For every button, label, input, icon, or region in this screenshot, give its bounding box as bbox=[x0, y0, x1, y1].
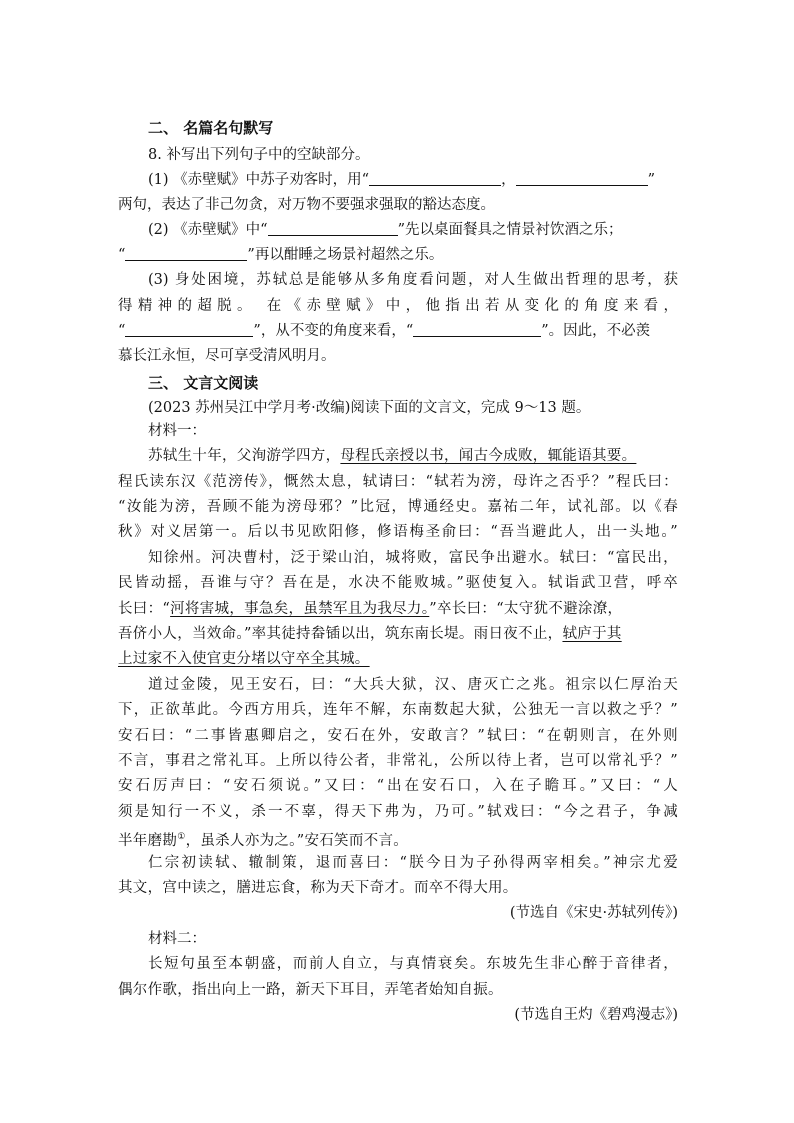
answer-blank-6[interactable] bbox=[413, 322, 541, 337]
m1-line-10: 道过金陵，见王安石，曰：“大兵大狱，汉、唐灭亡之兆。祖宗以仁厚治天 bbox=[148, 677, 678, 693]
m1-line-2: 程氏读东汉《范滂传》，慨然太息，轼请曰：“轼若为滂，母许之否乎？”程氏曰： bbox=[118, 474, 678, 490]
m1-line-6: 民皆动摇，吾谁与守？吾在是，水决不能败城。”驱使复入。轼诣武卫营，呼卒 bbox=[118, 575, 678, 591]
m1-line-15: 须是知行一不义，杀一不辜，得天下弗为，乃可。”轼戏曰：“今之君子，争减 bbox=[118, 804, 678, 820]
q8-item3-line1: (3) 身处困境，苏轼总是能够从多角度看问题，对人生做出哲理的思考，获 bbox=[148, 272, 678, 288]
m1-line-4: 秋》对义居第一。后以书见欧阳修，修语梅圣俞曰：“吾当避此人，出一头地。” bbox=[118, 524, 678, 540]
m1-line-18: 其文，宫中读之，膳进忘食，称为天下奇才。而卒不得大用。 bbox=[118, 880, 518, 896]
m1-line-17: 仁宗初读轼、辙制策，退而喜曰：“朕今日为子孙得两宰相矣。”神宗尤爱 bbox=[148, 855, 678, 871]
answer-blank-3[interactable] bbox=[268, 221, 398, 236]
q8-item3-line4: 慕长江永恒，尽可享受清风明月。 bbox=[118, 348, 336, 364]
material-2-label: 材料二： bbox=[148, 931, 206, 947]
section-3-title: 三、 文言文阅读 bbox=[148, 374, 259, 392]
m1-line-1: 苏轼生十年，父洵游学四方，母程氏亲授以书，闻古今成败，辄能语其要。 bbox=[148, 448, 637, 464]
q8-item1-line2: 两句，表达了非己勿贪，对万物不要强求强取的豁达态度。 bbox=[118, 197, 495, 213]
q8-item1-line1: (1) 《赤壁赋》中苏子劝客时，用“ ， ” bbox=[148, 172, 655, 188]
material-1-label: 材料一： bbox=[148, 423, 206, 439]
answer-blank-5[interactable] bbox=[125, 322, 253, 337]
answer-blank-2[interactable] bbox=[516, 171, 648, 186]
section-3-intro: (2023 苏州吴江中学月考·改编)阅读下面的文言文，完成 9～13 题。 bbox=[148, 400, 591, 416]
m1-line-13: 不言，事君之常礼耳。上所以待公者，非常礼，公所以待上者，岂可以常礼乎？” bbox=[118, 753, 678, 769]
material-1-source: (节选自《宋史·苏轼列传》) bbox=[509, 905, 678, 921]
q8-item3-line3: “ ”，从不变的角度来看，“ ”。因此，不必羡 bbox=[118, 323, 651, 339]
answer-blank-4[interactable] bbox=[125, 246, 247, 261]
answer-blank-1[interactable] bbox=[369, 171, 501, 186]
m1-line-9 bbox=[118, 649, 678, 669]
m1-line-5: 知徐州。河决曹村，泛于梁山泊，城将败，富民争出避水。轼曰：“富民出， bbox=[148, 550, 678, 566]
m1-line-11: 下，正欲革此。今西方用兵，连年不解，东南数起大狱，公独无一言以救之乎？” bbox=[118, 702, 678, 718]
material-2-source: (节选自王灼《碧鸡漫志》) bbox=[514, 1007, 678, 1023]
m1-line-14: 安石厉声曰：“安石须说。”又曰：“出在安石口，入在子瞻耳。”又曰：“人 bbox=[118, 778, 678, 794]
q8-item2-line1: (2) 《赤壁赋》中“ ”先以桌面餐具之情景衬饮酒之乐； bbox=[148, 222, 623, 238]
q8-item2-line2: “ ”再以酣睡之场景衬超然之乐。 bbox=[118, 247, 444, 263]
underlined-sentence-2: 河将害城，事急矣，虽禁军且为我尽力。 bbox=[170, 601, 430, 617]
q8-item3-line2: 得精神的超脱。 在《赤壁赋》中，他指出若从变化的角度来看， bbox=[118, 298, 678, 314]
underlined-sentence-3a: 轼庐于其 bbox=[562, 626, 622, 642]
footnote-marker: ① bbox=[177, 832, 186, 842]
underlined-sentence-1: 母程氏亲授以书，闻古今成败，辄能语其要。 bbox=[340, 448, 637, 464]
section-2-title: 二、 名篇名句默写 bbox=[148, 119, 274, 137]
m1-line-12: 安石曰：“二事皆惠卿启之，安石在外，安敢言？”轼曰：“在朝则言，在外则 bbox=[118, 728, 678, 744]
m1-line-3: “汝能为滂，吾顾不能为滂母邪？”比冠，博通经史。嘉祐二年，试礼部。以《春 bbox=[118, 499, 678, 515]
m2-line-2: 偶尔作歌，指出向上一路，新天下耳目，弄笔者始知自振。 bbox=[118, 982, 503, 998]
m1-line-8: 吾侪小人，当效命。”率其徒持畚锸以出，筑东南长堤。雨日夜不止，轼庐于其 bbox=[118, 626, 622, 642]
m2-line-1: 长短句虽至本朝盛，而前人自立，与真情衰矣。东坡先生非心醉于音律者， bbox=[148, 956, 678, 972]
q8-stem: 8. 补写出下列句子中的空缺部分。 bbox=[148, 147, 370, 163]
underlined-sentence-3b: 上过家不入使官吏分堵以守卒全其城。 bbox=[118, 651, 370, 667]
m1-line-16: 半年磨勘①，虽杀人亦为之。”安石笑而不言。 bbox=[118, 832, 409, 849]
m1-line-7: 长曰：“河将害城，事急矣，虽禁军且为我尽力。”卒长曰：“太守犹不避涂潦， bbox=[118, 601, 623, 617]
